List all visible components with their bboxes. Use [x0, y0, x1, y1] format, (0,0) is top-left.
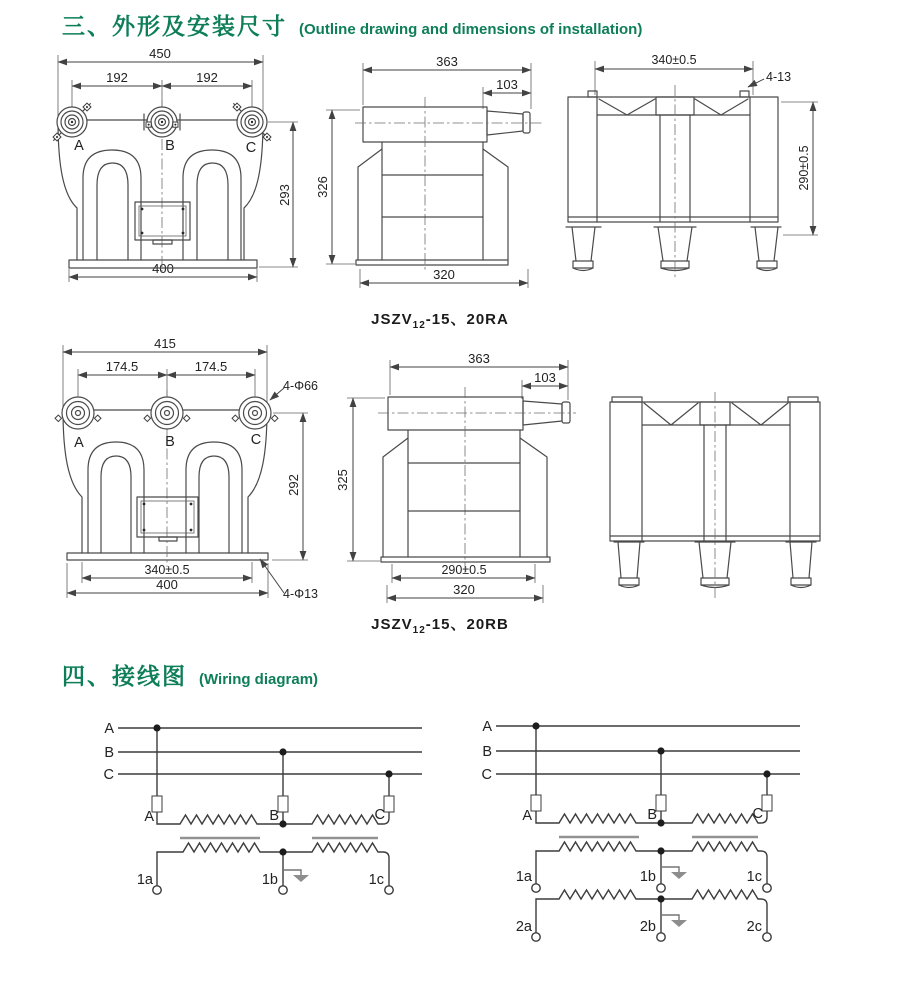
ground-symbol: [293, 875, 309, 882]
dim-174-right: 174.5: [194, 359, 228, 374]
fuse-c: [384, 796, 394, 812]
section-outline-title: [62, 8, 642, 41]
wiring-diagram-right: [440, 700, 840, 960]
fuse-a2: [531, 795, 541, 811]
dim-326: 326: [315, 176, 330, 198]
rb-front-bushing-b: [144, 397, 190, 429]
dim-293: 293: [277, 184, 292, 206]
dim-325: 325: [335, 469, 350, 491]
phase-label-b: B: [104, 745, 114, 761]
dim-290-inner: 290±0.5: [441, 563, 487, 577]
terminal-2a: [532, 933, 540, 941]
terminal-label-a-rb: A: [74, 435, 84, 451]
ra-front-nameplate: [135, 202, 190, 244]
dim-103-rb: 103: [534, 370, 556, 385]
dim-400: 400: [152, 261, 174, 276]
winding-label-b: B: [269, 808, 279, 824]
model-caption-ra: [300, 308, 580, 331]
rb-front-bushing-c: [232, 397, 278, 429]
model-rb-suffix: -15、20RB: [425, 616, 509, 633]
drawing-ra-side-view: [310, 45, 550, 305]
winding-label-c: C: [374, 807, 385, 823]
terminal-label-1c2: 1c: [746, 869, 762, 885]
phase-bus-lines2: [496, 726, 800, 774]
dim-415: 415: [154, 336, 176, 351]
section-outline-title-en: (Outline drawing and dimensions of installation): [299, 21, 643, 38]
terminal-1a2: [532, 884, 540, 892]
dim-450: 450: [149, 46, 171, 61]
winding-label-c2: C: [752, 806, 763, 822]
winding-label-a2: A: [522, 808, 532, 824]
model-ra-prefix: JSZV: [371, 311, 413, 328]
phase-label-c: C: [103, 767, 114, 783]
fuse-b2: [656, 795, 666, 811]
dim-174-left: 174.5: [105, 359, 139, 374]
ra-front-bushing-b: [144, 107, 180, 137]
dim-192-left: 192: [106, 70, 128, 85]
dim-363: 363: [436, 54, 458, 69]
drawing-ra-bottom-view: [550, 45, 890, 295]
terminal-label-2b: 2b: [639, 919, 656, 935]
terminal-2b: [657, 933, 665, 941]
dim-290: 290±0.5: [797, 145, 811, 191]
terminal-label-c-rb: C: [250, 432, 262, 448]
fuse-b: [278, 796, 288, 812]
rb-front-bushing-a: [55, 397, 101, 429]
dim-4-13: 4-13: [766, 70, 792, 84]
dim-292: 292: [286, 474, 301, 496]
phase-bus-lines: [118, 728, 422, 774]
dim-192-right: 192: [196, 70, 218, 85]
model-rb-sub: 12: [412, 625, 426, 636]
ra-front-bushing-c: [232, 102, 273, 143]
section-outline-title-zh: 三、外形及安装尺寸: [62, 13, 287, 39]
dim-340: 340±0.5: [651, 53, 697, 67]
terminal-1b2: [657, 884, 665, 892]
model-ra-suffix: -15、20RA: [425, 311, 509, 328]
section-wiring-title-zh: 四、接线图: [62, 663, 187, 689]
terminal-1c: [385, 886, 393, 894]
model-ra-sub: 12: [412, 320, 426, 331]
terminal-label-1b: 1b: [261, 872, 278, 888]
drawing-rb-front-view: [30, 335, 320, 615]
terminal-2c: [763, 933, 771, 941]
rb-bottom-body: [610, 392, 820, 598]
dim-363-rb: 363: [468, 351, 490, 366]
ground-branch: [283, 870, 301, 875]
terminal-1a: [153, 886, 161, 894]
dim-320: 320: [433, 267, 455, 282]
ra-bottom-legs: [566, 227, 781, 271]
phase-label-b2: B: [482, 744, 492, 760]
terminal-label-2a: 2a: [515, 919, 532, 935]
fuse-c2: [762, 795, 772, 811]
dim-4-phi66: 4-Φ66: [283, 379, 318, 393]
model-caption-rb: [300, 613, 580, 636]
ra-side-body: [355, 97, 542, 270]
terminal-label-2c: 2c: [746, 919, 762, 935]
phase-label-a: A: [104, 721, 114, 737]
terminal-1c2: [763, 884, 771, 892]
wiring-diagram-left: [60, 700, 440, 900]
rb-side-body: [378, 387, 576, 575]
dim-320-rb: 320: [453, 582, 475, 597]
phase-label-c2: C: [481, 767, 492, 783]
dim-4-phi13: 4-Φ13: [283, 587, 318, 601]
section-wiring-title: [62, 658, 318, 691]
terminal-label-1c: 1c: [368, 872, 384, 888]
terminal-label-1a2: 1a: [515, 869, 532, 885]
terminal-label-c: C: [245, 140, 257, 156]
terminal-1b: [279, 886, 287, 894]
terminal-label-b: B: [165, 138, 175, 154]
terminal-label-b-rb: B: [165, 434, 175, 450]
rb-front-nameplate: [137, 497, 198, 541]
winding-label-a: A: [144, 809, 154, 825]
model-rb-prefix: JSZV: [371, 616, 413, 633]
dim-340-inner: 340±0.5: [144, 563, 190, 577]
rb-side-dimensions: [335, 351, 568, 603]
ra-front-dimensions: [58, 46, 298, 282]
drawing-rb-side-view: [320, 340, 580, 610]
phase-label-a2: A: [482, 719, 492, 735]
dim-400-rb: 400: [156, 577, 178, 592]
ra-side-dimensions: [315, 54, 531, 288]
drawing-ra-front-view: [30, 45, 320, 295]
terminal-label-1a: 1a: [136, 872, 153, 888]
winding-label-b2: B: [647, 807, 657, 823]
drawing-rb-bottom-view: [580, 340, 890, 610]
ra-bottom-dimensions: [595, 53, 818, 235]
dim-103: 103: [496, 77, 518, 92]
terminal-label-1b2: 1b: [639, 869, 656, 885]
section-wiring-title-en: (Wiring diagram): [199, 671, 319, 688]
ra-bottom-body: [566, 85, 781, 280]
terminal-label-a: A: [74, 138, 84, 154]
